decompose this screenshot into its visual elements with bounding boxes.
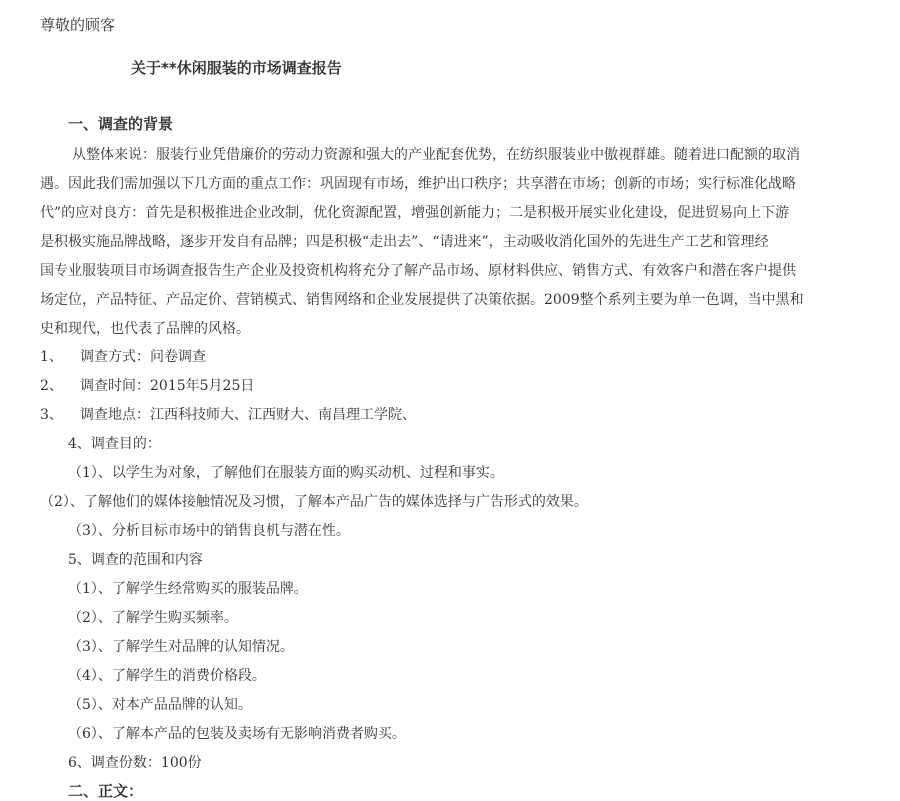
background-line: 是积极实施品牌战略，逐步开发自有品牌；四是积极“走出去”、“请进来”，主动吸收消化国外的先进生产工艺和管理经 (40, 234, 769, 250)
background-line: 遇。因此我们需加强以下几方面的重点工作：巩固现有市场，维护出口秩序；共享潜在市场；创新的市场；实行标准化战略 (40, 176, 796, 192)
background-line: 场定位，产品特征、产品定价、营销模式、销售网络和企业发展提供了决策依据。2009整个系列主要为单一色调，当中黑和 (40, 292, 804, 308)
list-item-number: 1、 (40, 349, 63, 365)
background-heading: 一、调查的背景 (68, 115, 174, 133)
background-paragraph (40, 143, 900, 343)
background-line: 从整体来说：服装行业凭借廉价的劳动力资源和强大的产业配套优势，在纺织服装业中傲视群雄。随着进口配额的取消 (72, 147, 800, 163)
scope-item: （2）、了解学生购买频率。 (68, 610, 238, 626)
list-item-text: 调查方式：问卷调查 (80, 349, 206, 365)
scope-item: （6）、了解本产品的包装及卖场有无影响消费者购买。 (68, 726, 406, 742)
survey-count: 6、调查份数：100份 (68, 755, 202, 771)
purpose-item: （1）、以学生为对象，了解他们在服装方面的购买动机、过程和事实。 (68, 465, 504, 481)
body-heading: 二、正文： (68, 782, 144, 800)
scope-item: （5）、对本产品品牌的认知。 (68, 697, 252, 713)
background-line: 史和现代，也代表了品牌的风格。 (40, 321, 250, 337)
background-line: 代”的应对良方：首先是积极推进企业改制，优化资源配置，增强创新能力；二是积极开展实业化建设，促进贸易向上下游 (40, 205, 790, 221)
scope-item: （1）、了解学生经常购买的服装品牌。 (68, 581, 308, 597)
purpose-heading: 4、调查目的： (68, 436, 161, 452)
greeting: 尊敬的顾客 (40, 16, 116, 34)
background-line: 国专业服装项目市场调查报告生产企业及投资机构将充分了解产品市场、原材料供应、销售方式、有效客户和潜在客户提供 (40, 263, 796, 279)
purpose-item: （2）、了解他们的媒体接触情况及习惯，了解本产品广告的媒体选择与广告形式的效果。 (40, 494, 588, 510)
report-title: 关于**休闲服装的市场调查报告 (131, 59, 342, 77)
purpose-item: （3）、分析目标市场中的销售良机与潜在性。 (68, 523, 350, 539)
scope-item: （4）、了解学生的消费价格段。 (68, 668, 266, 684)
list-item-text: 调查地点：江西科技师大、江西财大、南昌理工学院、 (80, 407, 416, 423)
list-item-text: 调查时间：2015年5月25日 (80, 378, 255, 394)
scope-item: （3）、了解学生对品牌的认知情况。 (68, 639, 294, 655)
list-item-number: 2、 (40, 378, 63, 394)
list-item-number: 3、 (40, 407, 63, 423)
scope-heading: 5、调查的范围和内容 (68, 552, 203, 568)
